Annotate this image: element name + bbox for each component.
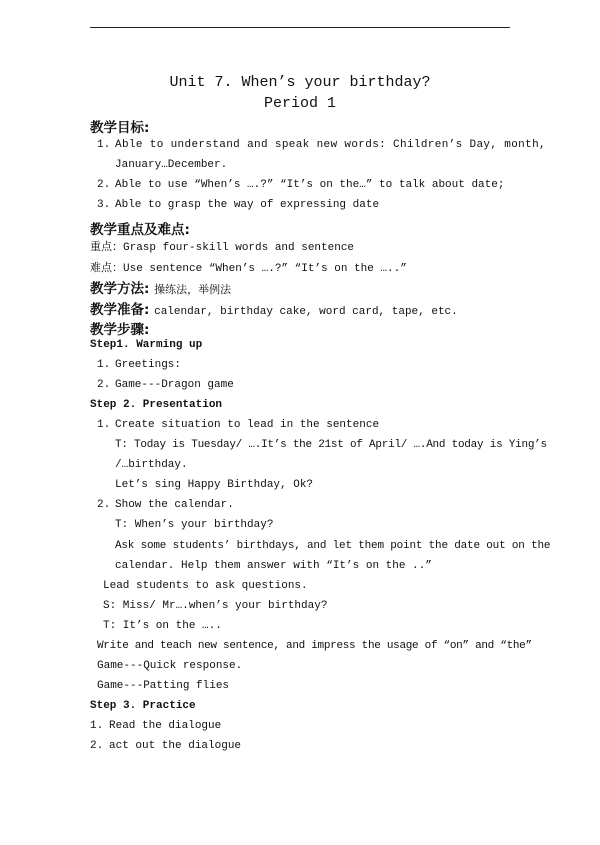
document-title: Unit 7. When’s your birthday? xyxy=(169,74,431,91)
procedure-line: T: It’s on the ….. xyxy=(103,620,222,632)
header-rule xyxy=(90,27,510,28)
objective-text-continued: January…December. xyxy=(115,159,228,171)
procedure-line: Game---Patting flies xyxy=(97,680,230,692)
preparation-label: 教学准备: xyxy=(90,302,150,318)
dialogue-line: T: When’s your birthday? xyxy=(115,519,274,531)
step2-item-text: Show the calendar. xyxy=(115,499,234,511)
procedure-line: Lead students to ask questions. xyxy=(103,580,308,592)
difficult-point: 难点：Use sentence “When’s ….?” “It’s on the …..” xyxy=(90,263,407,275)
dialogue-line: /…birthday. xyxy=(115,459,188,471)
preparation-heading xyxy=(90,298,458,318)
dialogue-line: Let’s sing Happy Birthday, Ok? xyxy=(115,479,314,491)
step1-item-text: Greetings: xyxy=(115,359,182,371)
procedure-line: S: Miss/ Mr….when’s your birthday? xyxy=(103,600,328,612)
objective-text: Able to use “When’s ….?” “It’s on the…” to talk about date; xyxy=(115,179,505,191)
objective-number: 2. xyxy=(97,179,111,191)
step1-item-number: 2. xyxy=(97,379,111,391)
dialogue-line: calendar. Help them answer with “It’s on the ..” xyxy=(115,560,432,572)
methods-label: 教学方法: xyxy=(90,281,150,297)
step3-item-text: Read the dialogue xyxy=(109,720,222,732)
dialogue-line: Ask some students’ birthdays, and let them point the date out on the xyxy=(115,540,551,552)
step2-item-text: Create situation to lead in the sentence xyxy=(115,419,380,431)
objective-number: 1. xyxy=(97,139,111,151)
objectives-heading: 教学目标: xyxy=(90,120,150,136)
preparation-text: calendar, birthday cake, word card, tape, etc. xyxy=(154,306,458,318)
step3-item-number: 1. xyxy=(90,720,104,732)
key-point: 重点：Grasp four-skill words and sentence xyxy=(90,242,355,254)
procedure-line: Write and teach new sentence, and impress the usage of “on” and “the” xyxy=(97,640,532,652)
step3-item-number: 2. xyxy=(90,740,104,752)
step3-item-text: act out the dialogue xyxy=(109,740,242,752)
procedure-line: Game---Quick response. xyxy=(97,660,243,672)
step3-title: Step 3. Practice xyxy=(90,700,196,712)
objective-text: Able to grasp the way of expressing date xyxy=(115,199,380,211)
step2-item-number: 2. xyxy=(97,499,111,511)
objective-number: 3. xyxy=(97,199,111,211)
methods-text: 操练法，举例法 xyxy=(154,285,232,297)
document-subtitle: Period 1 xyxy=(263,95,336,112)
objective-text: Able to understand and speak new words: Children’s Day, month, xyxy=(115,139,546,151)
step1-title: Step1. Warming up xyxy=(90,339,203,351)
step1-item-text: Game---Dragon game xyxy=(115,379,234,391)
step2-title: Step 2. Presentation xyxy=(90,399,223,411)
methods-heading xyxy=(90,277,231,297)
step1-item-number: 1. xyxy=(97,359,111,371)
dialogue-line: T: Today is Tuesday/ ….It’s the 21st of April/ ….And today is Ying’s xyxy=(115,439,547,451)
keypoints-heading: 教学重点及难点: xyxy=(90,222,190,238)
procedure-heading: 教学步骤: xyxy=(90,322,150,338)
step2-item-number: 1. xyxy=(97,419,111,431)
